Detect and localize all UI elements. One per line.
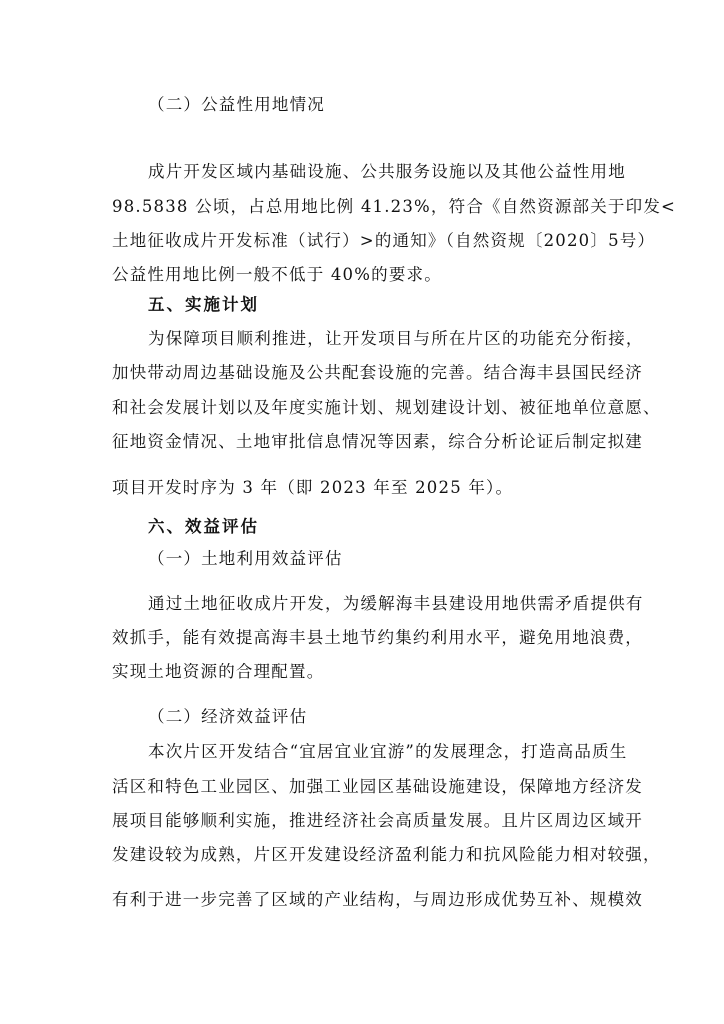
paragraph-line: 实现土地资源的合理配置。 <box>112 662 325 681</box>
paragraph-line: 展项目能够顺利实施，推进经济社会高质量发展。且片区周边区域开 <box>112 811 643 830</box>
section-heading-benefit: 六、效益评估 <box>148 517 259 536</box>
paragraph-line: 加快带动周边基础设施及公共配套设施的完善。结合海丰县国民经济 <box>112 363 643 382</box>
section-heading-implementation: 五、实施计划 <box>148 295 259 314</box>
subheading-land-use: （一）土地利用效益评估 <box>148 549 343 568</box>
paragraph-line: 为保障项目顺利推进，让开发项目与所在片区的功能充分衔接， <box>148 329 644 348</box>
paragraph-line: 98.5838 公顷，占总用地比例 41.23%，符合《自然资源部关于印发< <box>112 197 677 216</box>
paragraph-line: 和社会发展计划以及年度实施计划、规划建设计划、被征地单位意愿、 <box>112 398 661 417</box>
paragraph-line: 发建设较为成熟，片区开发建设经济盈利能力和抗风险能力相对较强， <box>112 845 661 864</box>
paragraph-line: 成片开发区域内基础设施、公共服务设施以及其他公益性用地 <box>148 162 626 181</box>
paragraph-line: 土地征收成片开发标准（试行）>的通知》（自然资规〔2020〕5号） <box>112 231 656 250</box>
subheading-public-land: （二）公益性用地情况 <box>148 95 325 114</box>
subheading-economic: （二）经济效益评估 <box>148 707 308 726</box>
paragraph-line: 活区和特色工业园区、加强工业园区基础设施建设，保障地方经济发 <box>112 777 643 796</box>
paragraph-line: 公益性用地比例一般不低于 40%的要求。 <box>112 265 442 284</box>
paragraph-line: 有利于进一步完善了区域的产业结构，与周边形成优势互补、规模效 <box>112 890 643 909</box>
paragraph-line: 效抓手，能有效提高海丰县土地节约集约利用水平，避免用地浪费， <box>112 628 643 647</box>
paragraph-line: 本次片区开发结合“宜居宜业宜游”的发展理念，打造高品质生 <box>148 742 628 761</box>
paragraph-line: 项目开发时序为 3 年（即 2023 年至 2025 年）。 <box>112 478 514 497</box>
paragraph-line: 通过土地征收成片开发，为缓解海丰县建设用地供需矛盾提供有 <box>148 594 644 613</box>
paragraph-line: 征地资金情况、土地审批信息情况等因素，综合分析论证后制定拟建 <box>112 432 643 451</box>
